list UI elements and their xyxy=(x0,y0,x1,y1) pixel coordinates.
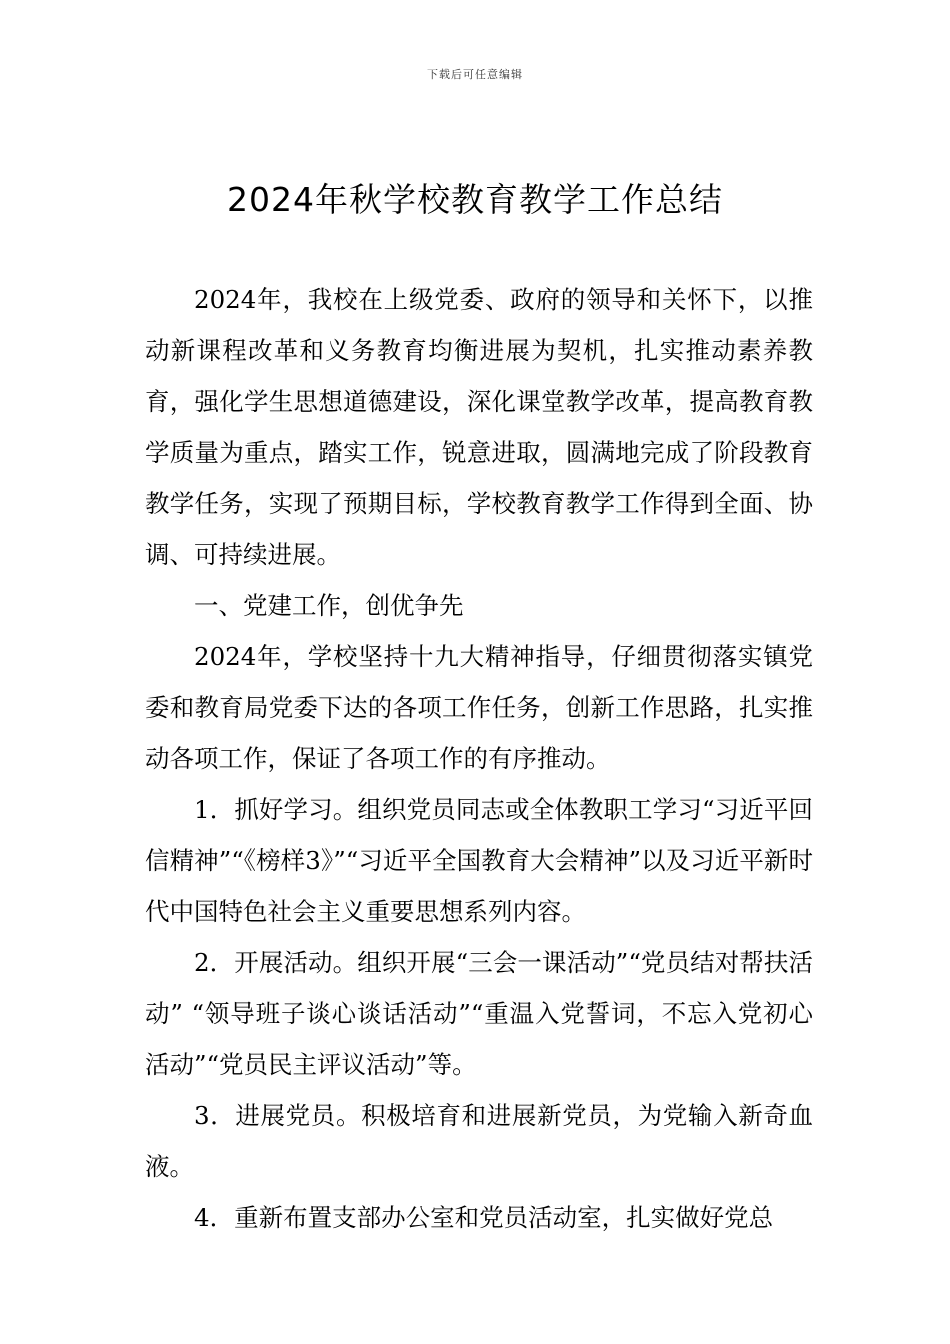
document-body xyxy=(145,274,813,1243)
list-item-activities: 2．开展活动。组织开展“三会一课活动”“党员结对帮扶活动” “领导班子谈心谈话活动”“重温入党誓词，不忘入党初心活动”“党员民主评议活动”等。 xyxy=(145,948,813,1079)
header-note: 下载后可任意编辑 xyxy=(427,68,523,81)
section-heading-party-building: 一、党建工作，创优争先 xyxy=(194,591,464,620)
list-item-office: 4．重新布置支部办公室和党员活动室，扎实做好党总 xyxy=(194,1203,774,1232)
list-item-members: 3．进展党员。积极培育和进展新党员，为党输入新奇血液。 xyxy=(145,1101,813,1181)
document-title: 2024年秋学校教育教学工作总结 xyxy=(227,180,723,219)
intro-paragraph: 2024年，我校在上级党委、政府的领导和关怀下，以推动新课程改革和义务教育均衡进展为契机，扎实推动素养教育，强化学生思想道德建设，深化课堂教学改革，提高教育教学质量为重点，踏实工作，锐意进取，圆满地完成了阶段教育教学任务，实现了预期目标，学校教育教学工作得到全面、协调、可持续进展。 xyxy=(145,285,813,569)
list-item-study: 1．抓好学习。组织党员同志或全体教职工学习“习近平回信精神”“《榜样3》”“习近平全国教育大会精神”以及习近平新时代中国特色社会主义重要思想系列内容。 xyxy=(145,795,813,926)
party-building-paragraph: 2024年，学校坚持十九大精神指导，仔细贯彻落实镇党委和教育局党委下达的各项工作任务，创新工作思路，扎实推动各项工作，保证了各项工作的有序推动。 xyxy=(145,642,813,773)
